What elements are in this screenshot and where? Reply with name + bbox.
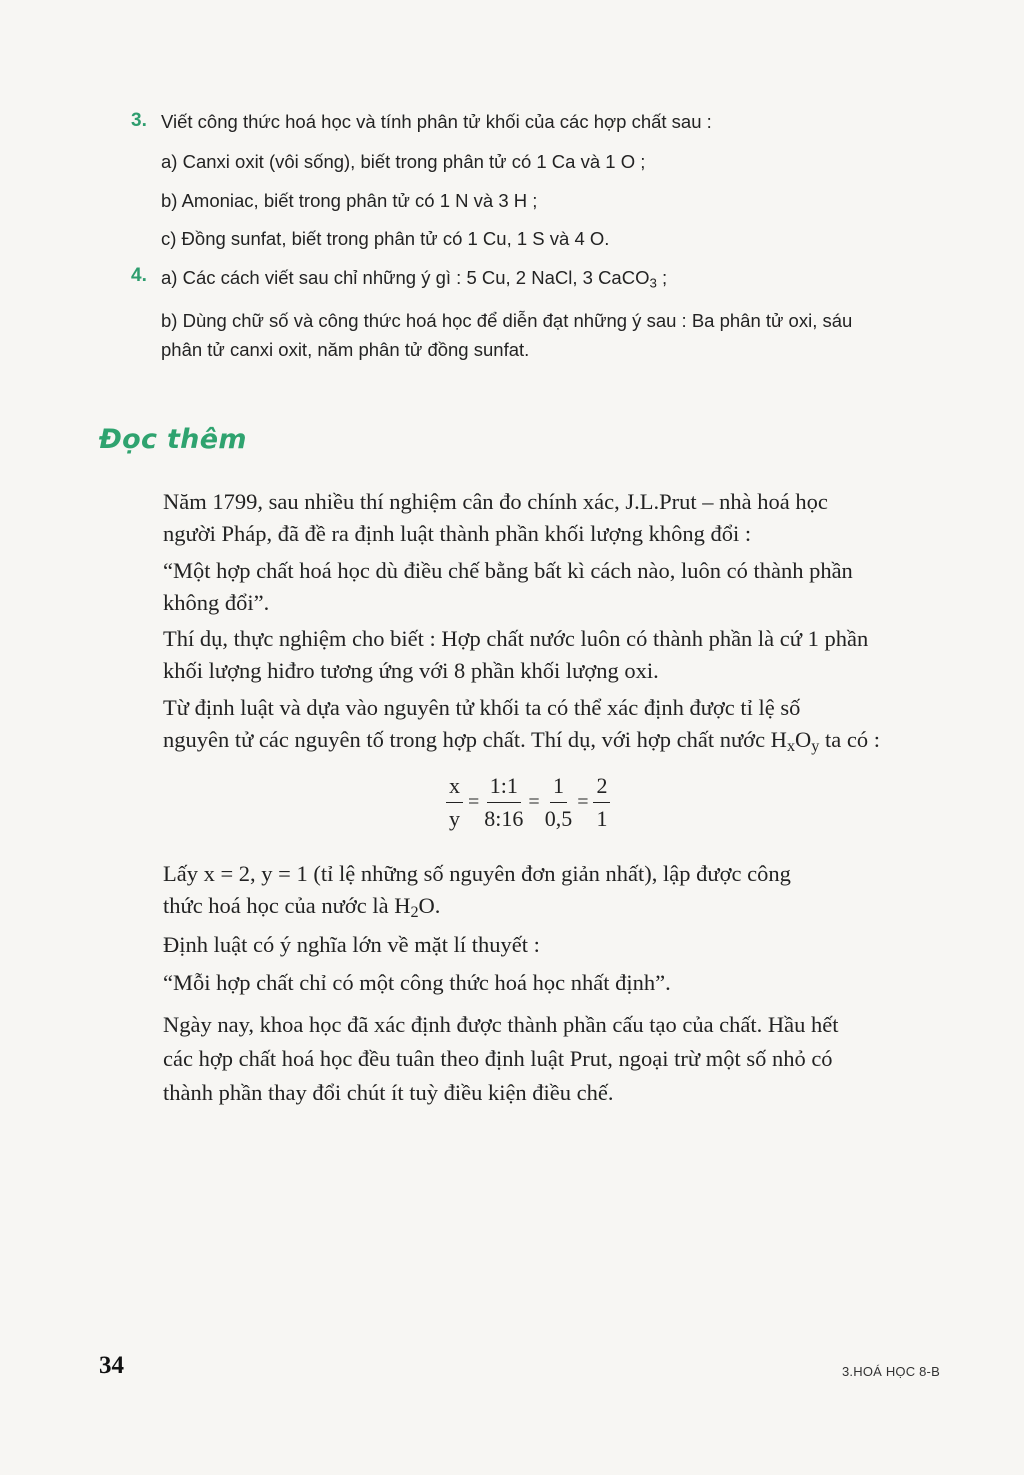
reading-p3-line1: Thí dụ, thực nghiệm cho biết : Hợp chất nước luôn có thành phần là cứ 1 phần <box>163 626 869 651</box>
subscript-y: y <box>811 737 820 756</box>
reading-paragraph-3 <box>163 623 963 687</box>
exercise-3-prompt: Viết công thức hoá học và tính phân tử khối của các hợp chất sau : <box>161 111 712 132</box>
subscript-2: 2 <box>410 903 419 922</box>
page-number: 34 <box>99 1352 124 1379</box>
reading-p4-line2-end: ta có : <box>819 727 880 752</box>
reading-p5-line2-text: thức hoá học của nước là H <box>163 893 411 918</box>
exercise-3-item-a: a) Canxi oxit (vôi sống), biết trong phân tử có 1 Ca và 1 O ; <box>161 151 646 172</box>
book-code: 3.HOÁ HỌC 8-B <box>842 1364 940 1379</box>
reading-p8-line3: thành phần thay đổi chút ít tuỳ điều kiện điều chế. <box>163 1080 614 1105</box>
reading-p1-line2: người Pháp, đã đề ra định luật thành phần khối lượng không đổi : <box>163 521 752 546</box>
fraction-4-denominator: 1 <box>596 806 608 831</box>
exercise-4-a-subscript: 3 <box>649 275 657 291</box>
fraction-simplified <box>545 772 573 833</box>
exercise-4-number: 4. <box>131 265 147 286</box>
reading-p4-line2 <box>163 724 963 756</box>
exercise-4-item-b-line2: phân tử canxi oxit, năm phân tử đồng sunfat. <box>161 339 530 360</box>
fraction-4-numerator: 2 <box>593 772 610 803</box>
reading-p5-line2-end: O. <box>418 893 441 918</box>
exercise-4-item-b-line1: b) Dùng chữ số và công thức hoá học để diễn đạt những ý sau : Ba phân tử oxi, sáu <box>161 310 853 331</box>
subscript-x: x <box>786 737 796 756</box>
fraction-1-denominator: y <box>449 806 460 831</box>
exercise-3-item-c: c) Đồng sunfat, biết trong phân tử có 1 Cu, 1 S và 4 O. <box>161 228 610 249</box>
fraction-x-over-y <box>446 772 463 833</box>
reading-p4-line2-text: nguyên tử các nguyên tố trong hợp chất. Thí dụ, với hợp chất nước H <box>163 727 787 752</box>
reading-p4-oxygen: O <box>795 727 812 752</box>
fraction-3-denominator: 0,5 <box>544 806 573 831</box>
reading-p8-line1: Ngày nay, khoa học đã xác định được thành phần cấu tạo của chất. Hầu hết <box>163 1012 839 1037</box>
reading-p2-line2: không đổi”. <box>163 590 270 615</box>
fraction-2-numerator: 1:1 <box>487 772 521 803</box>
fraction-2-denominator: 8:16 <box>484 806 524 831</box>
reading-paragraph-8 <box>163 1008 963 1110</box>
exercise-4-a-text: a) Các cách viết sau chỉ những ý gì : 5 Cu, 2 NaCl, 3 CaCO <box>161 267 650 288</box>
fraction-mass-ratio <box>484 772 523 833</box>
reading-p5-line1: Lấy x = 2, y = 1 (tỉ lệ những số nguyên đơn giản nhất), lập được công <box>163 861 791 886</box>
reading-p5-line2 <box>163 890 963 922</box>
exercise-4-item-a <box>161 264 667 292</box>
equals-sign: = <box>528 791 540 813</box>
exercise-3-item-b: b) Amoniac, biết trong phân tử có 1 N và 3 H ; <box>161 190 538 211</box>
reading-paragraph-1 <box>163 486 963 550</box>
fraction-1-numerator: x <box>446 772 463 803</box>
reading-p1-line1: Năm 1799, sau nhiều thí nghiệm cân đo chính xác, J.L.Prut – nhà hoá học <box>163 489 828 514</box>
reading-p6-line: Định luật có ý nghĩa lớn về mặt lí thuyết : <box>163 932 540 957</box>
exercise-3-number: 3. <box>131 110 147 131</box>
reading-p7-line: “Mỗi hợp chất chỉ có một công thức hoá học nhất định”. <box>163 970 671 995</box>
exercise-4-a-end: ; <box>656 267 668 288</box>
fraction-result <box>593 772 610 833</box>
reading-paragraph-5 <box>163 858 963 922</box>
equals-sign: = <box>468 791 480 813</box>
ratio-formula <box>444 772 612 833</box>
equals-sign: = <box>577 791 589 813</box>
reading-heading: Đọc thêm <box>99 424 247 455</box>
reading-paragraph-4 <box>163 692 963 756</box>
reading-p4-line1: Từ định luật và dựa vào nguyên tử khối ta có thể xác định được tỉ lệ số <box>163 695 801 720</box>
reading-paragraph-2 <box>163 555 963 619</box>
reading-paragraph-6 <box>163 929 963 961</box>
reading-paragraph-7 <box>163 967 963 999</box>
fraction-3-numerator: 1 <box>550 772 567 803</box>
reading-p8-line2: các hợp chất hoá học đều tuân theo định luật Prut, ngoại trừ một số nhỏ có <box>163 1046 833 1071</box>
reading-p3-line2: khối lượng hiđro tương ứng với 8 phần khối lượng oxi. <box>163 658 659 683</box>
reading-p2-line1: “Một hợp chất hoá học dù điều chế bằng bất kì cách nào, luôn có thành phần <box>163 558 853 583</box>
